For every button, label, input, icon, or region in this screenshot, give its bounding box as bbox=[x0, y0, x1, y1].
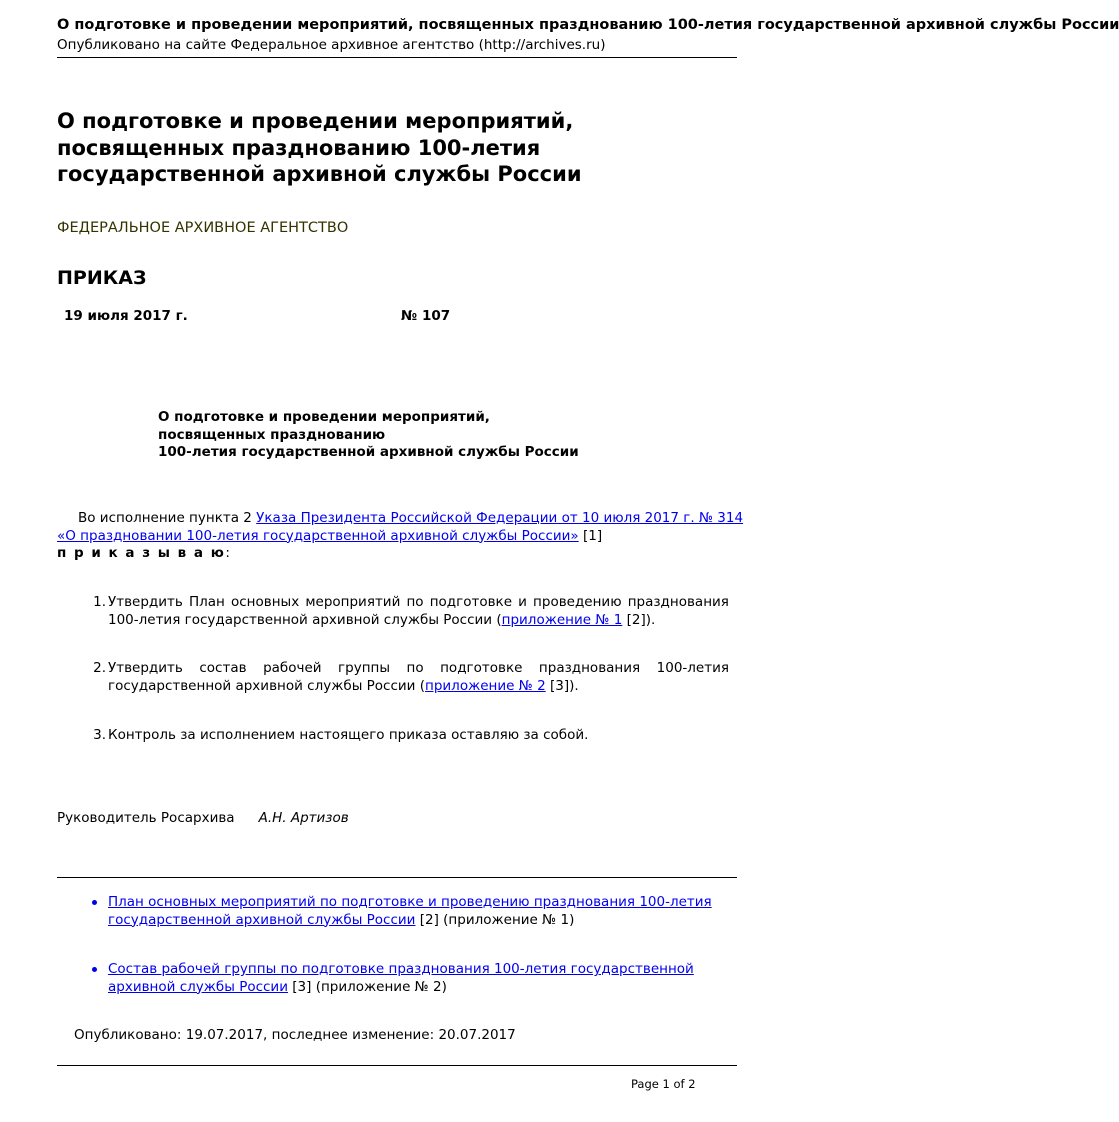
item-number: 2. bbox=[93, 660, 106, 676]
decree-link-continued[interactable]: «О праздновании 100-летия государственной архивной службы России» bbox=[57, 527, 579, 544]
attachments-divider bbox=[57, 877, 737, 878]
intro-paragraph bbox=[57, 510, 747, 563]
appendix-2-link[interactable]: приложение № 2 bbox=[425, 677, 546, 694]
signature-role: Руководитель Росархива bbox=[57, 810, 235, 826]
document-title-line: О подготовке и проведении мероприятий, bbox=[57, 109, 574, 133]
header-divider bbox=[57, 57, 737, 58]
attachment-link[interactable]: План основных мероприятий по подготовке и проведению празднования 100-летия bbox=[108, 894, 712, 910]
item-text: Контроль за исполнением настоящего приказа оставляю за собой. bbox=[108, 727, 589, 743]
item-line: Утвердить План основных мероприятий по подготовке и проведению празднования bbox=[108, 594, 729, 610]
order-colon: : bbox=[225, 545, 230, 561]
item-number: 3. bbox=[93, 727, 106, 743]
intro-text: Во исполнение пункта 2 bbox=[78, 510, 257, 526]
publication-info: Опубликовано: 19.07.2017, последнее изменение: 20.07.2017 bbox=[74, 1027, 516, 1043]
order-subject-line: 100-летия государственной архивной службы России bbox=[158, 444, 579, 460]
document-title-line: посвященных празднованию 100-летия bbox=[57, 135, 541, 160]
decree-link[interactable]: Указа Президента Российской Федерации от 10 июля 2017 г. № 314 bbox=[256, 510, 744, 526]
order-subject-line: О подготовке и проведении мероприятий, bbox=[158, 409, 490, 425]
order-item-2: 2. Утвердить состав рабочей группы по подготовке празднования 100-летия государственной архивной службы России (приложение № 2 [3]). bbox=[88, 660, 729, 695]
order-item-3 bbox=[88, 727, 729, 745]
attachment-link-continued[interactable]: архивной службы России bbox=[108, 978, 288, 995]
attachment-link[interactable]: Состав рабочей группы по подготовке празднования 100-летия государственной bbox=[108, 961, 694, 977]
attachment-link-continued[interactable]: государственной архивной службы России bbox=[108, 911, 416, 928]
agency-name: ФЕДЕРАЛЬНОЕ АРХИВНОЕ АГЕНТСТВО bbox=[57, 220, 349, 236]
page-header-source: Опубликовано на сайте Федеральное архивное агентство (http://archives.ru) bbox=[57, 37, 606, 53]
attachment-item: План основных мероприятий по подготовке и проведению празднования 100-летия государственной архивной службы России [2] (приложение № 1) bbox=[108, 894, 728, 929]
signature bbox=[57, 810, 349, 826]
order-subject bbox=[158, 409, 678, 462]
document-type: ПРИКАЗ bbox=[57, 267, 147, 289]
document-date: 19 июля 2017 г. bbox=[64, 308, 188, 324]
document-title-line: государственной архивной службы России bbox=[57, 162, 582, 186]
document-title bbox=[57, 108, 737, 188]
attachment-item: Состав рабочей группы по подготовке празднования 100-летия государственной архивной службы России [3] (приложение № 2) bbox=[108, 961, 728, 996]
decree-ref: [1] bbox=[578, 527, 603, 544]
order-subject-line: посвященных празднованию bbox=[158, 426, 386, 443]
page-number: Page 1 of 2 bbox=[631, 1077, 696, 1091]
bullet-icon bbox=[92, 900, 97, 905]
order-word: п р и к а з ы в а ю bbox=[57, 545, 226, 561]
page-header-title: О подготовке и проведении мероприятий, посвященных празднованию 100-летия государственной архивной службы России bbox=[57, 17, 1119, 33]
appendix-1-link[interactable]: приложение № 1 bbox=[501, 611, 623, 628]
item-line: Утвердить состав рабочей группы по подготовке празднования 100-летия bbox=[108, 660, 729, 676]
document-number: № 107 bbox=[401, 308, 451, 324]
item-number: 1. bbox=[93, 594, 106, 610]
bullet-icon bbox=[92, 967, 97, 972]
footer-divider bbox=[57, 1065, 737, 1066]
order-item-1: 1. Утвердить План основных мероприятий по подготовке и проведению празднования 100-летия государственной архивной службы России (приложение № 1 [2]). bbox=[88, 594, 729, 629]
signature-name: А.Н. Артизов bbox=[258, 810, 349, 826]
